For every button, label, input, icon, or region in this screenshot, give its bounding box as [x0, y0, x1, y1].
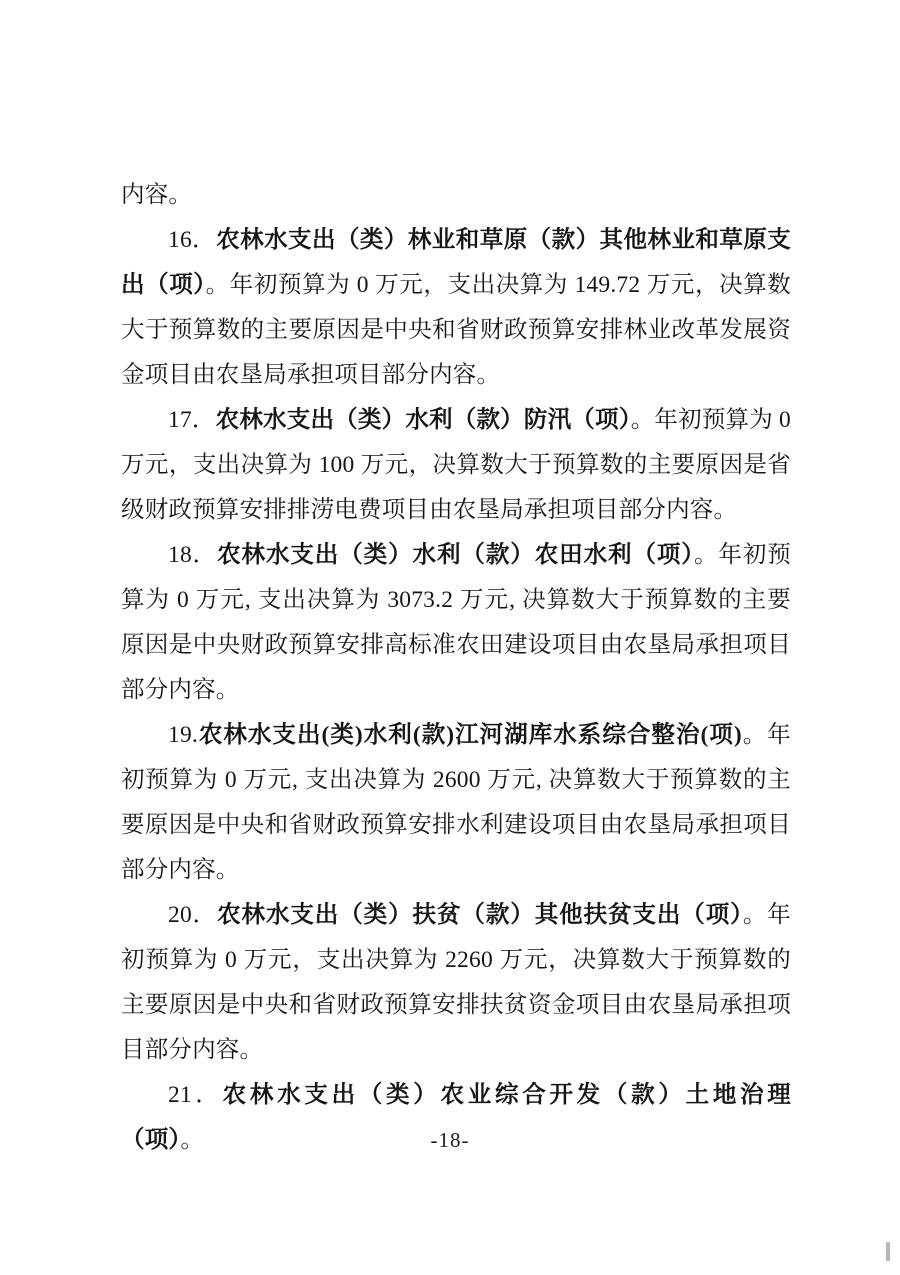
text-segment: 17． — [168, 407, 216, 433]
paragraph — [121, 173, 791, 218]
text-segment: 18． — [168, 542, 218, 568]
text-segment: 。年初预算为 0 万元，支出决算为 149.72 万元，决算数大于预算数的主要原因是中央和省财政预算安排林业改革发展资金项目由农垦局承担项目部分内容。 — [121, 272, 791, 388]
section-heading: 农林水支出(类)水利(款)江河湖库水系综合整治(项) — [197, 722, 742, 748]
text-segment: 20． — [168, 902, 218, 928]
text-segment: 。年初预算为 0 万元，支出决算为 2260 万元，决算数大于预算数的主要原因是中央和省财政预算安排扶贫资金项目由农垦局承担项目部分内容。 — [121, 902, 791, 1063]
paragraph — [121, 893, 791, 1073]
section-heading: 农林水支出（类）水利（款）农田水利（项） — [217, 542, 694, 568]
paragraph — [121, 218, 791, 398]
section-heading: 农林水支出（类）林业和草原（款）其他林业和草原支出（项） — [121, 227, 791, 298]
section-heading: 农林水支出（类）水利（款）防汛（项） — [215, 407, 631, 433]
text-segment: 16． — [168, 227, 217, 253]
page-number: -18- — [430, 1128, 470, 1152]
scan-artifact — [886, 1242, 890, 1261]
paragraph — [121, 398, 791, 533]
paragraph — [121, 533, 791, 713]
text-segment: 。年初预算为 0 万元，支出决算为 100 万元，决算数大于预算数的主要原因是省级财政预算安排排涝电费项目由农垦局承担项目部分内容。 — [121, 407, 791, 523]
section-heading: 农林水支出（类）扶贫（款）其他扶贫支出（项） — [217, 902, 743, 928]
document-body — [121, 173, 791, 1163]
text-segment: 内容。 — [121, 182, 193, 208]
text-segment: 21． — [168, 1082, 223, 1108]
text-segment: 19. — [168, 722, 198, 748]
paragraph — [121, 713, 791, 893]
text-segment: 。年初预算为 0 万元, 支出决算为 3073.2 万元, 决算数大于预算数的主要原因是中央财政预算安排高标准农田建设项目由农垦局承担项目部分内容。 — [121, 542, 791, 703]
text-segment: 。 — [180, 1127, 205, 1153]
section-heading: 农林水支出（类）农业综合开发（款）土地治理（项） — [121, 1082, 791, 1153]
text-segment: 。年初预算为 0 万元, 支出决算为 2600 万元, 决算数大于预算数的主要原因是中央和省财政预算安排水利建设项目由农垦局承担项目部分内容。 — [121, 722, 791, 883]
